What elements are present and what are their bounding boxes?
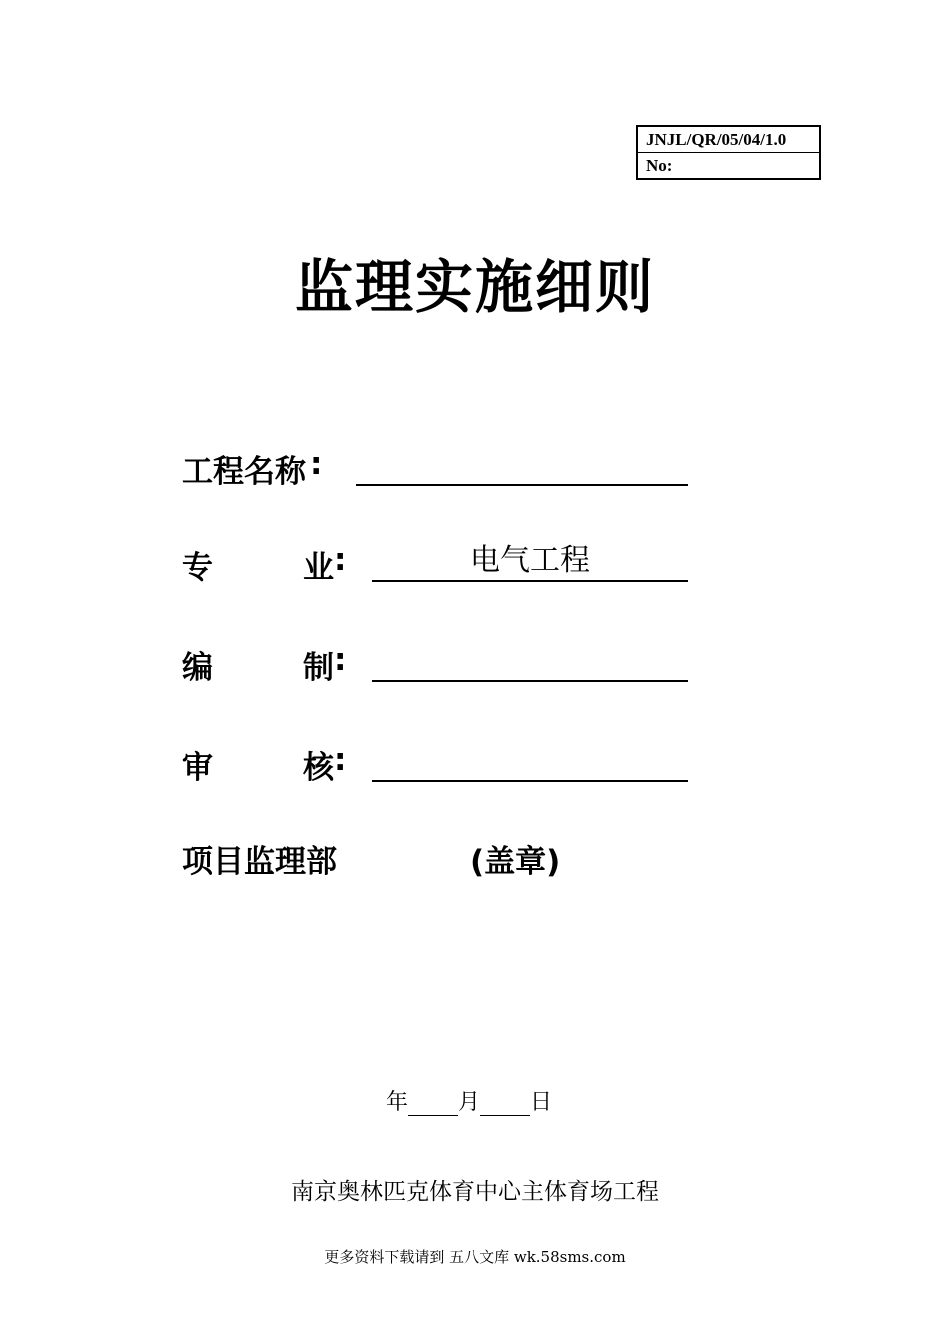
reviewed-by-value[interactable] xyxy=(372,742,688,782)
project-name-value[interactable] xyxy=(356,446,688,486)
project-name-label: 工程名称 xyxy=(182,454,306,490)
seal-stamp-label: (盖章) xyxy=(470,844,561,880)
document-code: JNJL/QR/05/04/1.0 xyxy=(638,127,819,153)
compiled-by-colon: : xyxy=(334,642,347,678)
project-name-field xyxy=(182,446,692,490)
specialty-field xyxy=(182,542,692,586)
compiled-by-label-char-1: 编 xyxy=(182,650,213,686)
project-name-colon: : xyxy=(310,446,323,482)
specialty-label xyxy=(182,542,334,587)
reviewed-by-label xyxy=(182,742,334,787)
compiled-by-label-char-2: 制 xyxy=(303,650,334,686)
date-month-label: 月 xyxy=(458,1090,481,1115)
reviewed-by-label-char-2: 核 xyxy=(303,750,334,786)
compiled-by-label xyxy=(182,642,334,687)
specialty-label-char-2: 业 xyxy=(303,550,334,586)
footer-download-note: 更多资料下载请到 五八文库 wk.58sms.com xyxy=(324,1248,626,1266)
document-code-box xyxy=(636,125,821,180)
compiled-by-value[interactable] xyxy=(372,642,688,682)
date-day-blank[interactable] xyxy=(480,1093,530,1116)
reviewed-by-field xyxy=(182,742,692,786)
department-label: 项目监理部 xyxy=(182,844,337,880)
document-number-label: No: xyxy=(646,156,673,175)
page-title: 监理实施细则 xyxy=(294,253,655,321)
date-line xyxy=(386,1085,552,1116)
specialty-colon: : xyxy=(334,542,347,578)
specialty-label-char-1: 专 xyxy=(182,550,213,586)
reviewed-by-colon: : xyxy=(334,742,347,778)
date-year-label: 年 xyxy=(386,1090,409,1115)
date-month-blank[interactable] xyxy=(408,1093,458,1116)
department-seal-row xyxy=(182,836,561,881)
reviewed-by-label-char-1: 审 xyxy=(182,750,213,786)
organization-name: 南京奥林匹克体育中心主体育场工程 xyxy=(291,1179,659,1205)
specialty-value[interactable]: 电气工程 xyxy=(372,542,688,582)
compiled-by-field xyxy=(182,642,692,686)
date-day-label: 日 xyxy=(530,1090,553,1115)
